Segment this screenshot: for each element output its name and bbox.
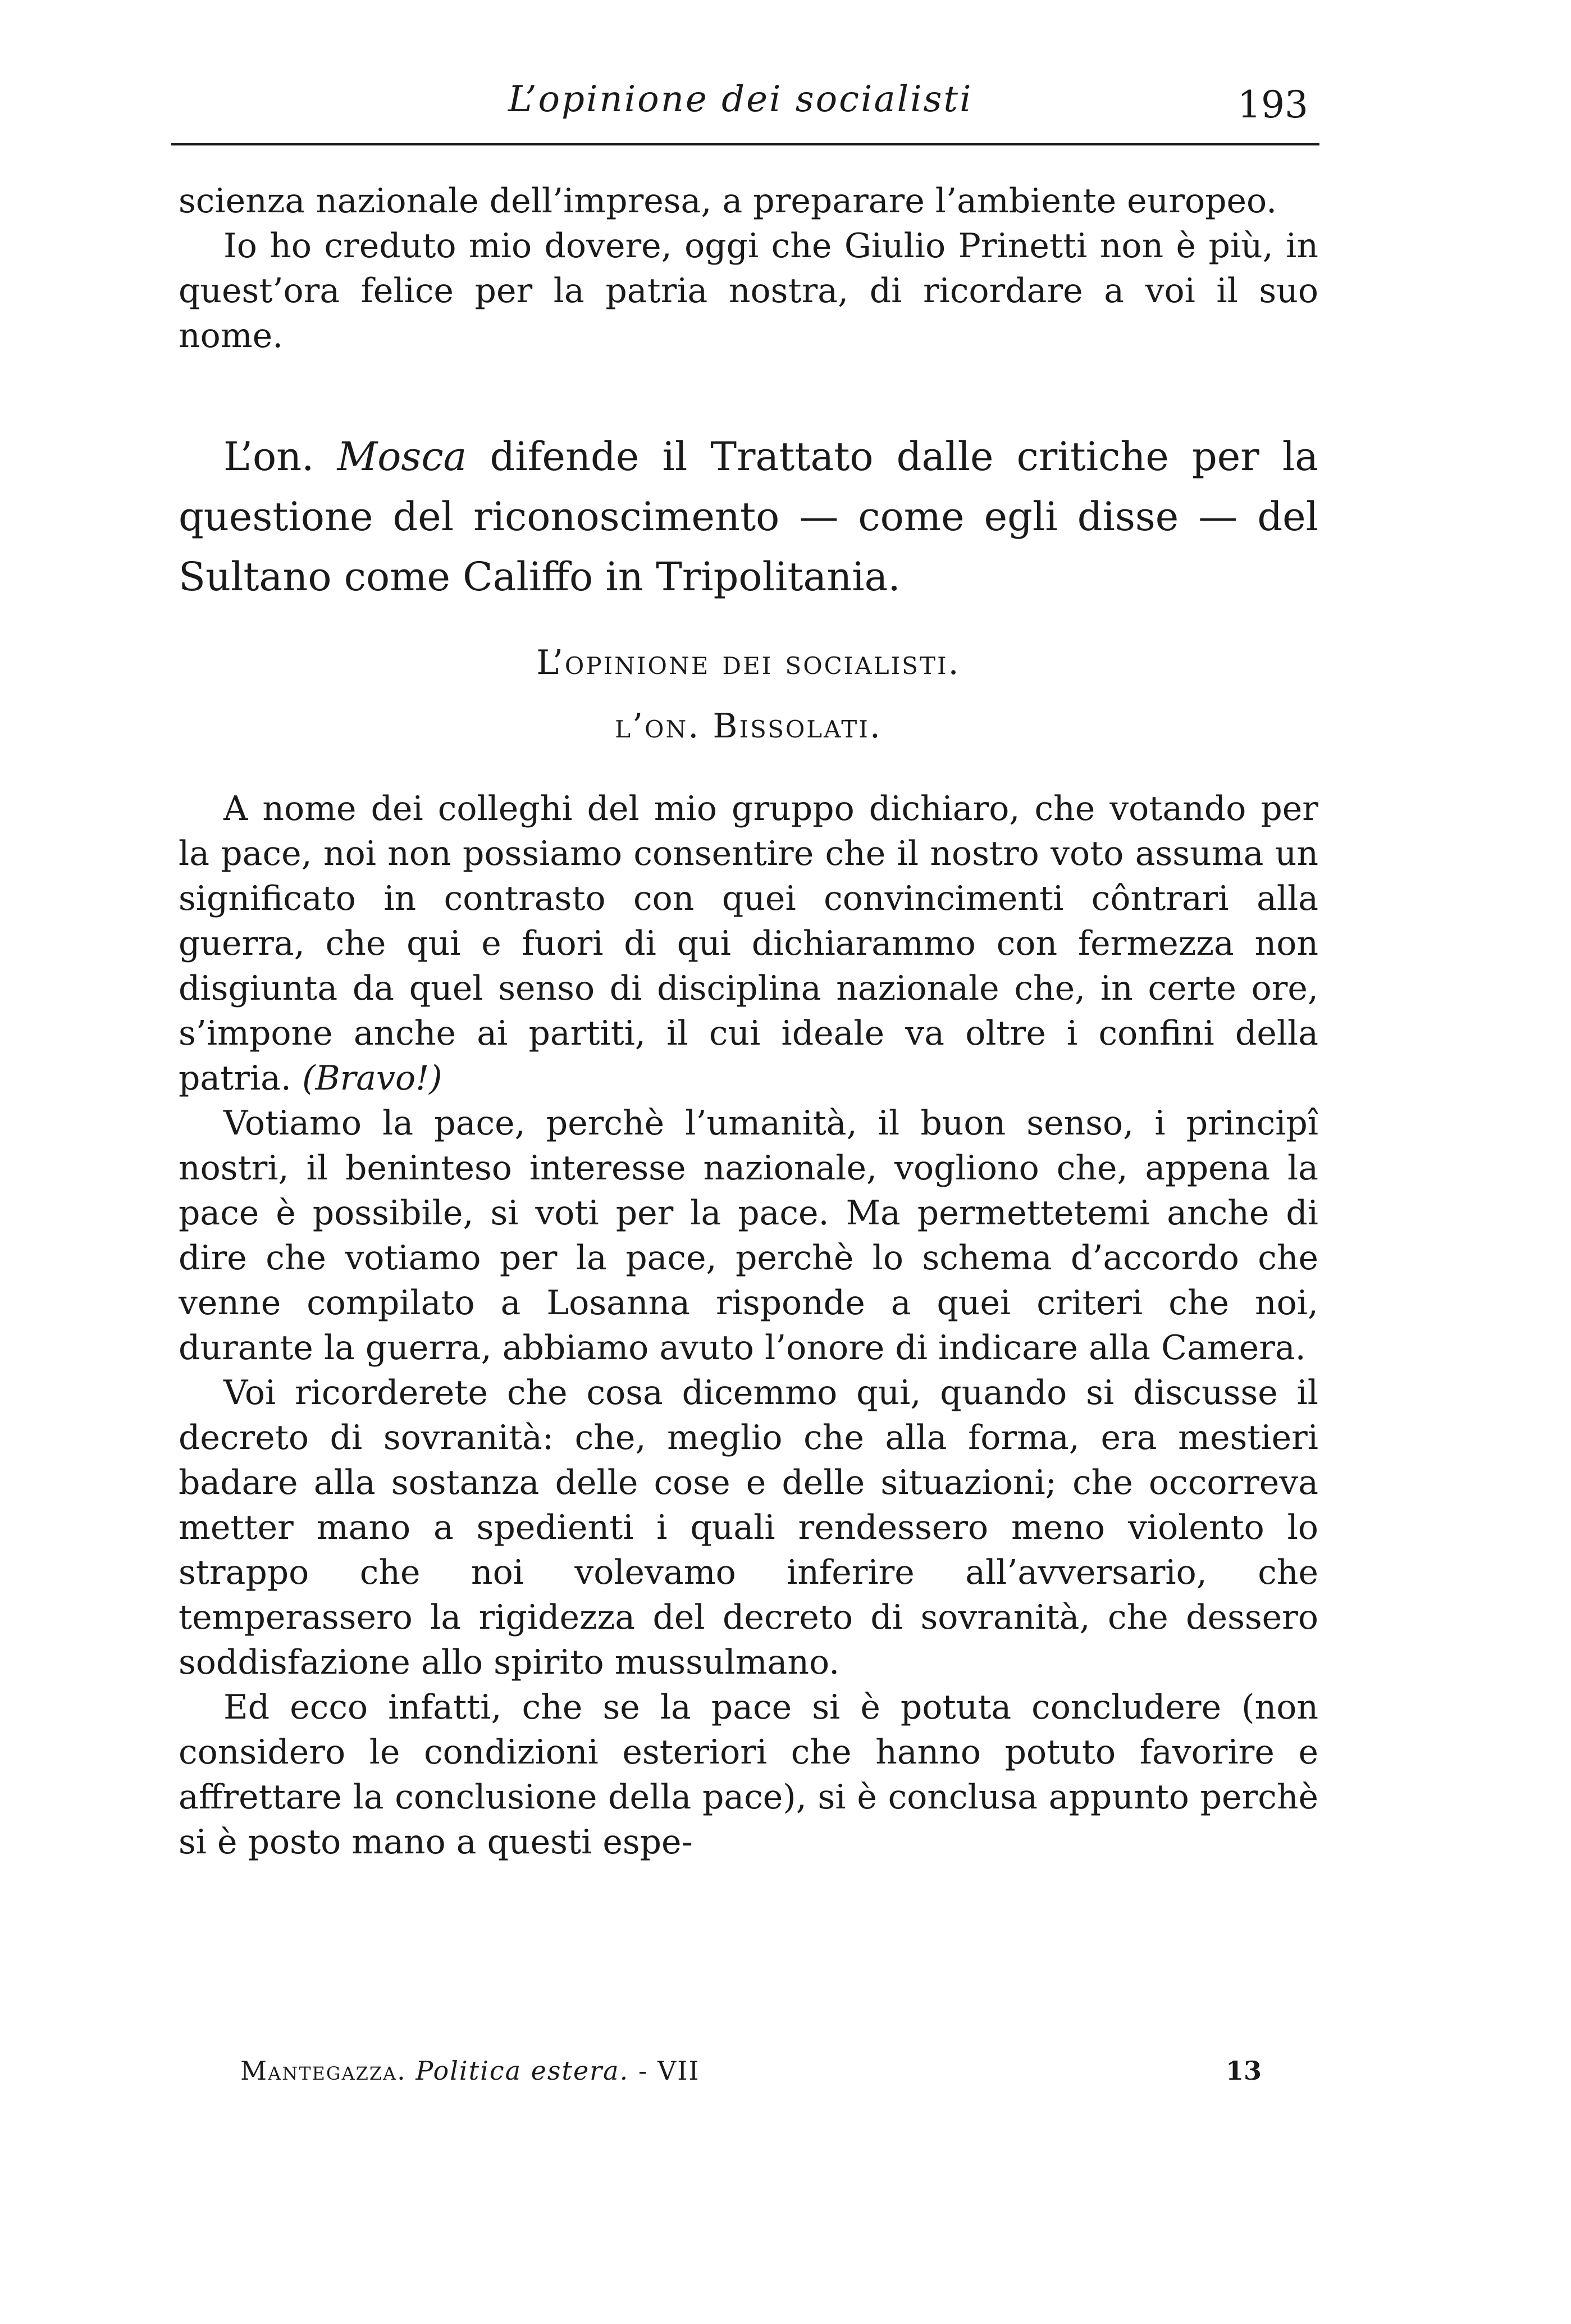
applause-note: (Bravo!) — [302, 1059, 442, 1098]
page-header — [171, 73, 1319, 145]
page-footer — [240, 2056, 700, 2086]
running-title: L’opinione dei socialisti — [508, 79, 973, 120]
section-title: L’opinione dei socialisti. — [536, 643, 961, 682]
footer-volume: - VII — [638, 2056, 700, 2086]
speech-paragraph-3: Voi ricorderete che cosa dicemmo qui, quando si discusse il decreto di sovranità: che, meglio che alla forma, era mestieri badare alla sostanza delle cose e delle situazioni; che occorreva metter mano a spedienti i quali rendessero meno violento lo strappo che noi volevamo inferire all’avversario, che temperassero la rigidezza del decreto di sovranità, che dessero soddisfazione allo spirito mussulmano. — [179, 1373, 1318, 1682]
speaker-heading: l’on. Bissolati. — [615, 707, 882, 746]
speech-paragraph-1: A nome dei colleghi del mio gruppo dichiaro, che votando per la pace, noi non possiamo consentire che il nostro voto assuma un significato in contrasto con quei convincimenti côntrari alla guerra, che qui e fuori di qui dichiarammo con fermezza non disgiunta da quel senso di disciplina nazionale che, in certe ore, s’impone anche ai partiti, il cui ideale va oltre i confini della patria. (Bravo!) — [179, 789, 1318, 1098]
speech-text — [179, 786, 1318, 1865]
printer-signature: 13 — [1226, 2056, 1262, 2086]
footer-work: Politica estera. — [415, 2056, 629, 2086]
speech-paragraph-2: Votiamo la pace, perchè l’umanità, il buon senso, i principî nostri, il beninteso interesse nazionale, vogliono che, appena la pace è possibile, si voti per la pace. Ma permettetemi anche di dire che votiamo per la pace, perchè lo schema d’accordo che venne compilato a Losanna risponde a quei criteri che noi, durante la guerra, abbiamo avuto l’onore di indicare alla Camera. — [179, 1104, 1318, 1368]
footer-author: Mantegazza. — [240, 2056, 407, 2086]
mosca-summary — [179, 427, 1318, 607]
mosca-paragraph — [179, 427, 1318, 607]
mosca-name: Mosca — [337, 434, 467, 480]
mosca-rest: difende il Trattato dalle critiche per la questione del riconoscimento — come egli disse — del Sultano come Califfo in Tripolitania. — [179, 434, 1318, 600]
intro-paragraph-2: Io ho creduto mio dovere, oggi che Giulio Prinetti non è più, in quest’ora felice per la patria nostra, di ricordare a voi il suo nome. — [179, 226, 1318, 356]
page-number: 193 — [1237, 83, 1308, 126]
intro-paragraph-1: scienza nazionale dell’impresa, a preparare l’ambiente europeo. — [179, 181, 1277, 221]
intro-text — [179, 179, 1318, 358]
mosca-lead: L’on. — [223, 434, 314, 480]
speech-paragraph-4: Ed ecco infatti, che se la pace si è potuta concludere (non considero le condizioni esteriori che hanno potuto favorire e affrettare la conclusione della pace), si è conclusa appunto perchè si è posto mano a questi espe- — [179, 1688, 1318, 1862]
